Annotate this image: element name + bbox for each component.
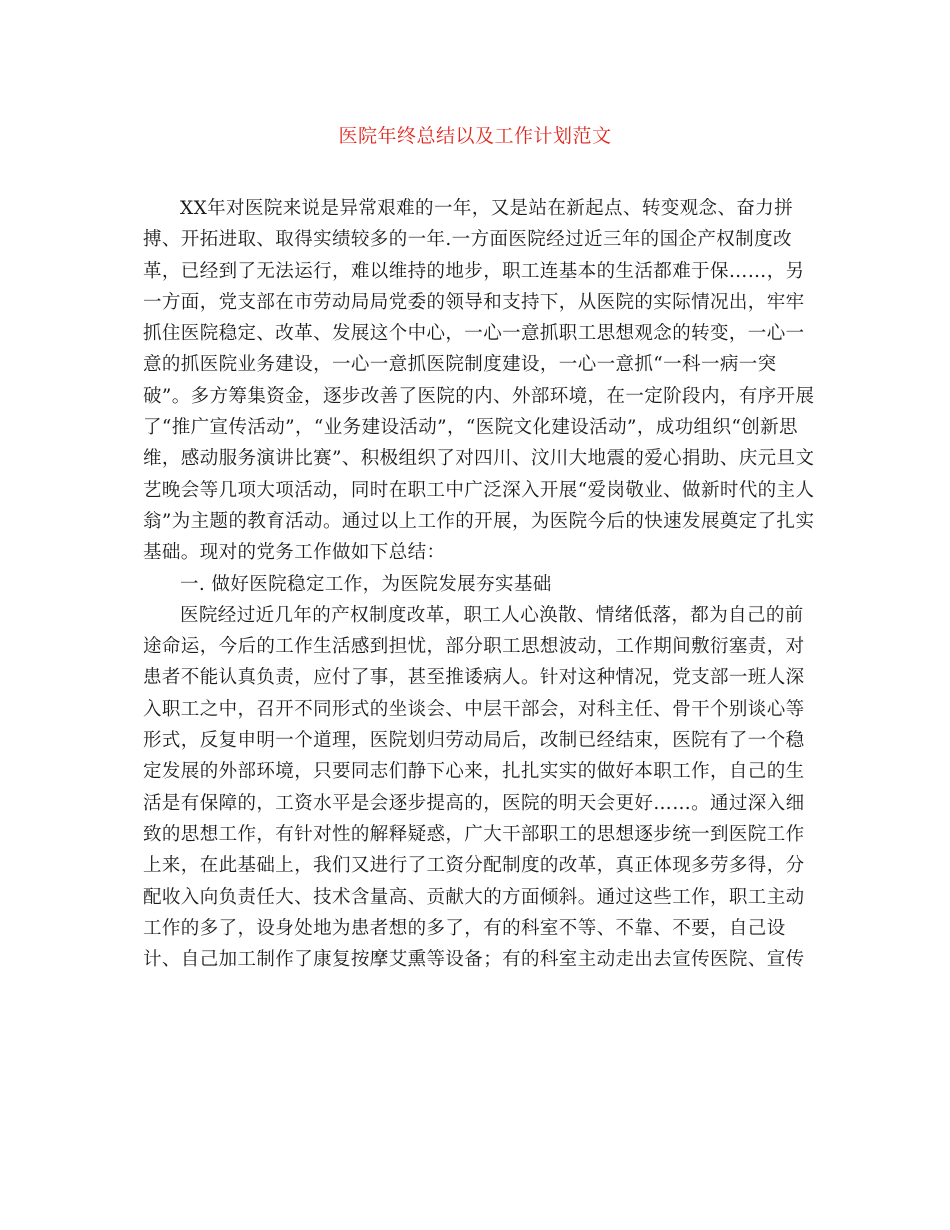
paragraph-line: 工作的多了，设身处地为患者想的多了，有的科室不等、不靠、不要，自己设: [143, 917, 786, 939]
paragraph-line: 活是有保障的，工资水平是会逐步提高的，医院的明天会更好……。通过深入细: [143, 792, 805, 814]
document-title: 医院年终总结以及工作计划范文: [338, 125, 612, 147]
paragraph-line: 形式，反复申明一个道理，医院划归劳动局后，改制已经结束，医院有了一个稳: [143, 730, 805, 752]
paragraph-line: 意的抓医院业务建设，一心一意抓医院制度建设，一心一意抓“一科一病一突: [143, 354, 777, 376]
paragraph-line: XX年对医院来说是异常艰难的一年，又是站在新起点、转变观念、奋力拼: [180, 198, 794, 219]
paragraph-line: 革，已经到了无法运行，难以维持的地步，职工连基本的生活都难于保……，另: [143, 260, 805, 282]
paragraph-line: 医院经过近几年的产权制度改革，职工人心涣散、情绪低落，都为自己的前: [180, 604, 804, 626]
paragraph-line: 搏、开拓进取、取得实绩较多的一年.一方面医院经过近三年的国企产权制度改: [143, 229, 792, 251]
paragraph-line: 翁”为主题的教育活动。通过以上工作的开展，为医院今后的快速发展奠定了扎实: [143, 510, 815, 532]
paragraph-line: 定发展的外部环境，只要同志们静下心来，扎扎实实的做好本职工作，自己的生: [143, 761, 805, 783]
paragraph-line: 配收入向负责任大、技术含量高、贡献大的方面倾斜。通过这些工作，职工主动: [143, 886, 805, 908]
document-body: [143, 193, 815, 975]
paragraph-line: 患者不能认真负责，应付了事，甚至推诿病人。针对这种情况，党支部一班人深: [143, 667, 805, 689]
paragraph-line: 基础。现对的党务工作做如下总结：: [143, 542, 446, 564]
section-heading: 一. 做好医院稳定工作，为医院发展夯实基础: [180, 573, 552, 595]
paragraph-line: 上来，在此基础上，我们又进行了工资分配制度的改革，真正体现多劳多得，分: [143, 855, 805, 877]
paragraph-line: 维，感动服务演讲比赛”、积极组织了对四川、汶川大地震的爱心捐助、庆元旦文: [143, 448, 815, 470]
paragraph-line: 一方面，党支部在市劳动局局党委的领导和支持下，从医院的实际情况出，牢牢: [143, 291, 805, 313]
paragraph-line: 破”。多方筹集资金，逐步改善了医院的内、外部环境，在一定阶段内，有序开展: [143, 385, 815, 407]
paragraph-line: 入职工之中，召开不同形式的坐谈会、中层干部会，对科主任、骨干个别谈心等: [143, 698, 805, 720]
paragraph-line: 抓住医院稳定、改革、发展这个中心，一心一意抓职工思想观念的转变，一心一: [143, 323, 805, 345]
paragraph-line: 致的思想工作，有针对性的解释疑惑，广大干部职工的思想逐步统一到医院工作: [143, 823, 805, 845]
paragraph-line: 了“推广宣传活动”，“业务建设活动”，“医院文化建设活动”，成功组织“创新思: [143, 417, 798, 439]
paragraph-line: 艺晚会等几项大项活动，同时在职工中广泛深入开展“爱岗敬业、做新时代的主人: [143, 479, 815, 501]
paragraph-line: 途命运，今后的工作生活感到担忧，部分职工思想波动，工作期间敷衍塞责，对: [143, 636, 805, 658]
paragraph-line: 计、自己加工制作了康复按摩艾熏等设备；有的科室主动走出去宣传医院、宣传: [143, 949, 805, 971]
